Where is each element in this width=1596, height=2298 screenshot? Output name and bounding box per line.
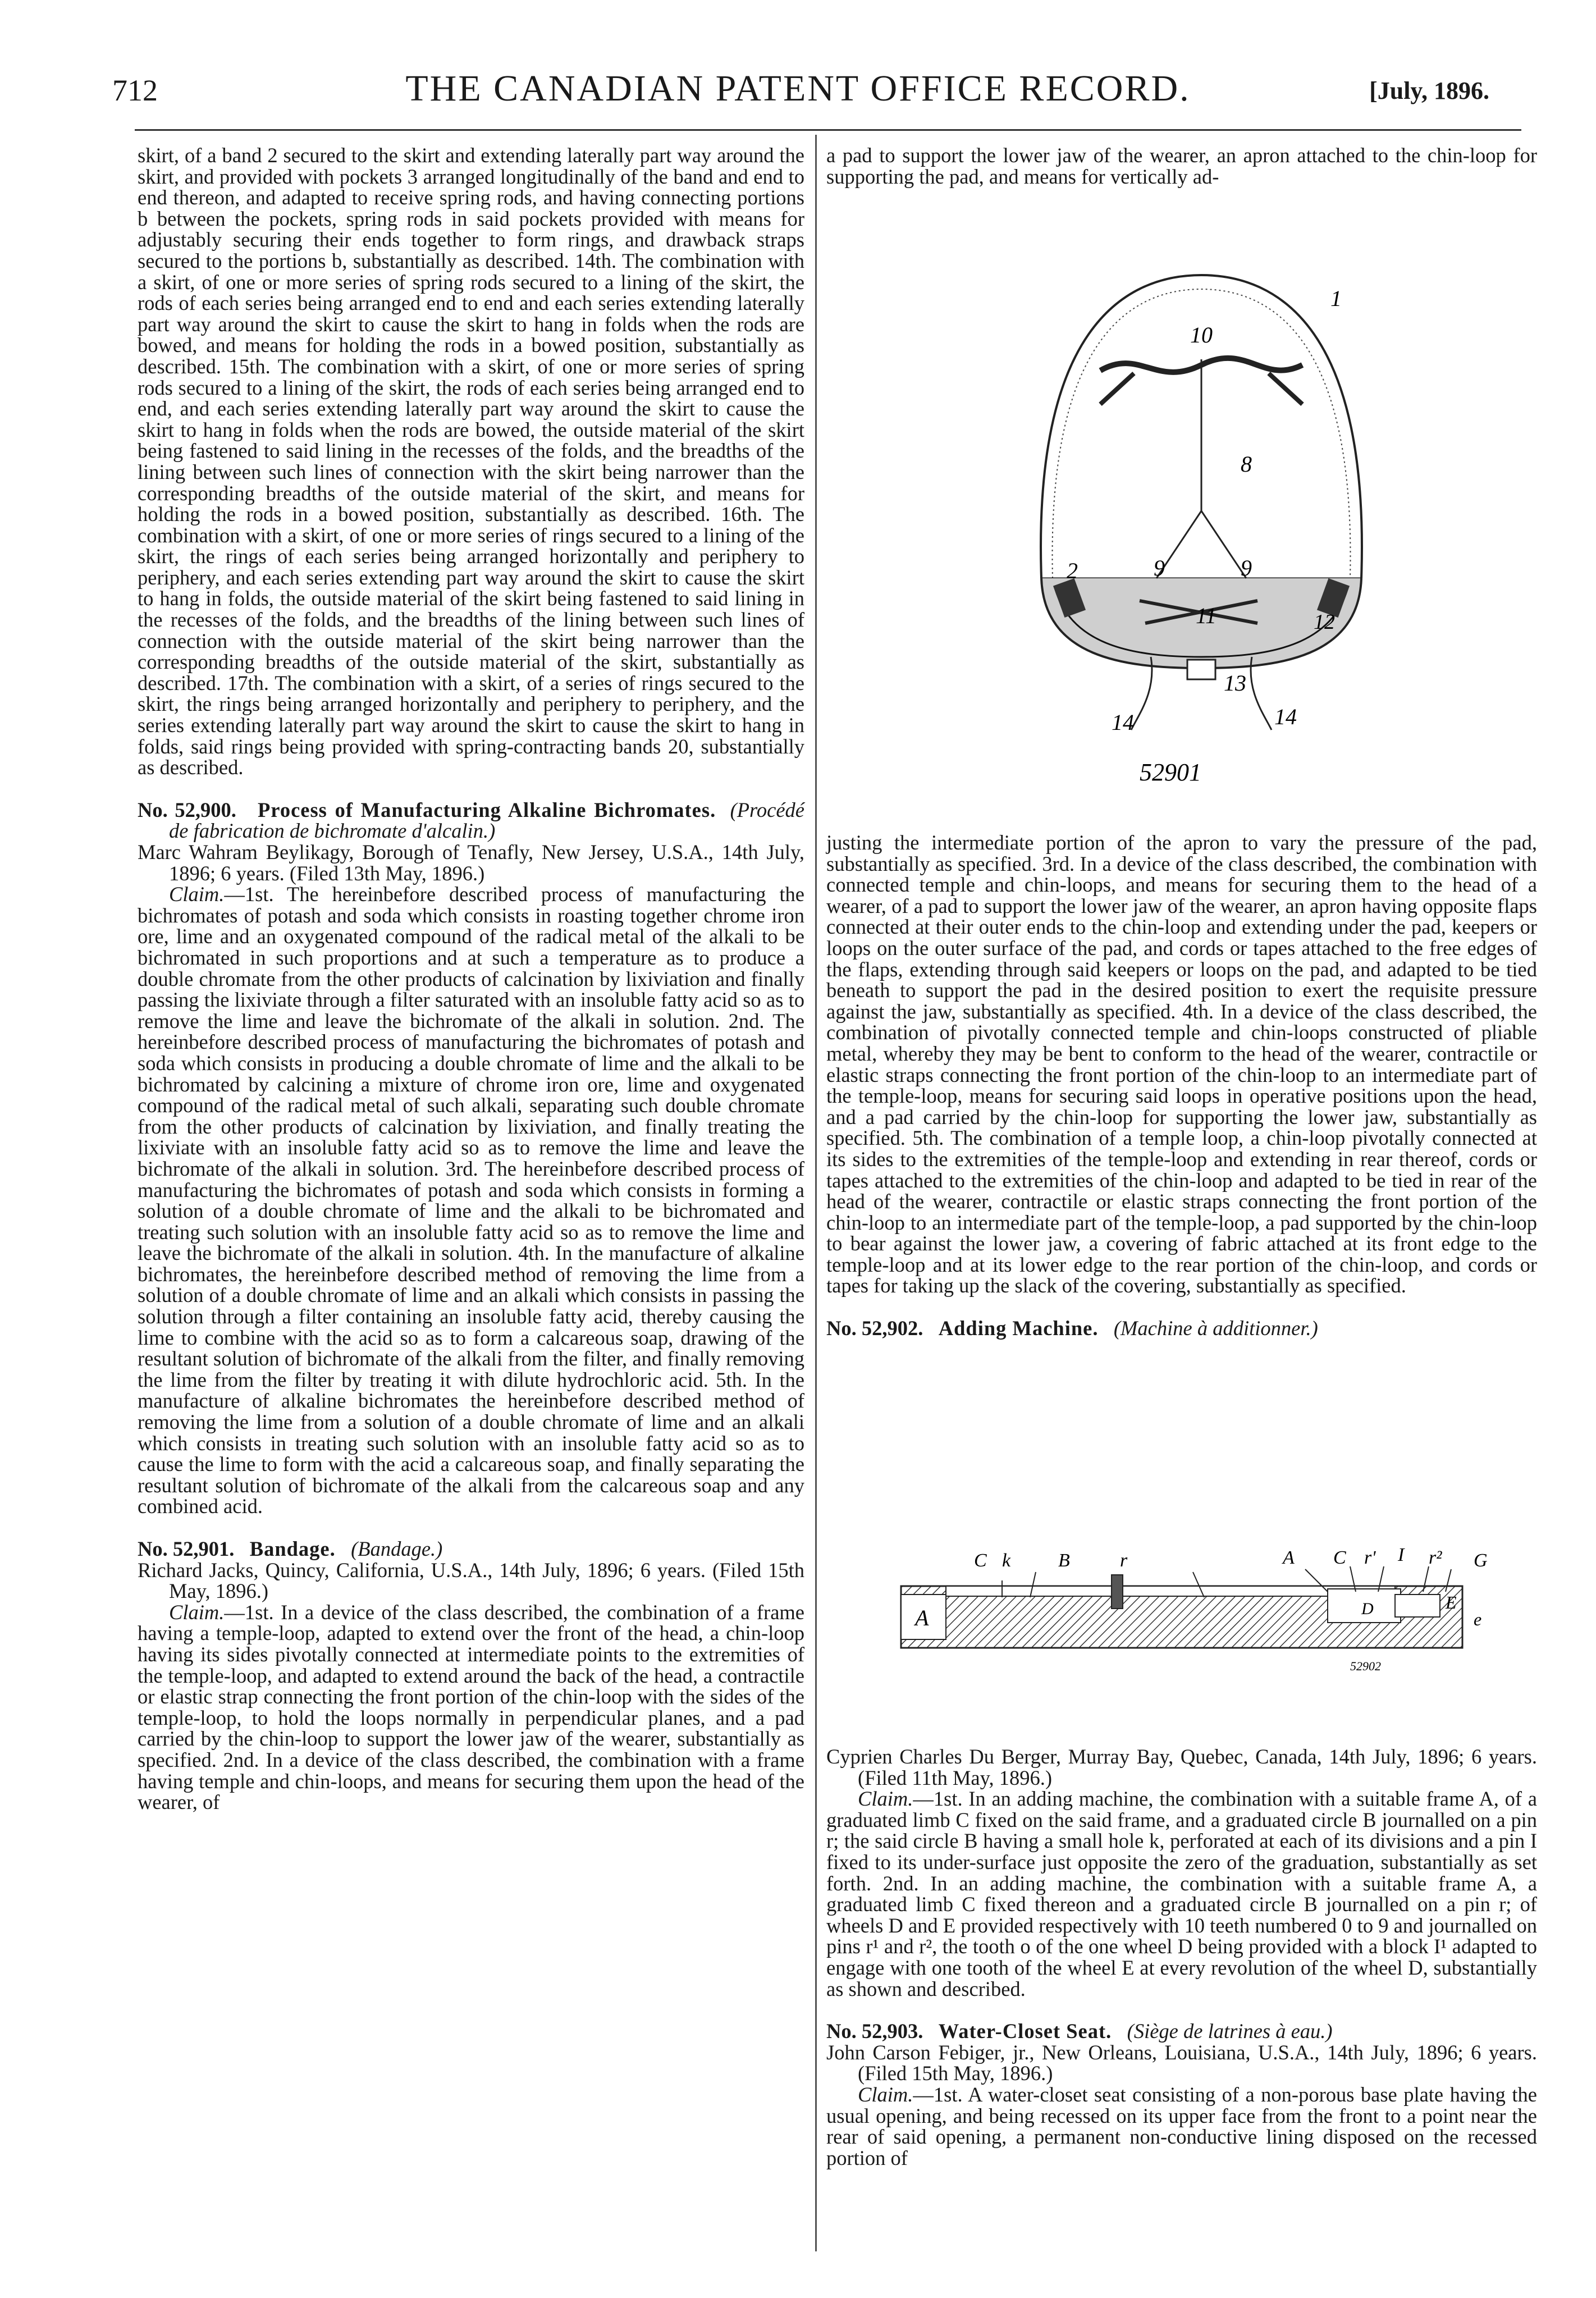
figure-label: r' (1364, 1547, 1376, 1568)
figure-label: 8 (1241, 451, 1252, 477)
figure-caption: 52902 (1350, 1659, 1381, 1673)
patent-inventor: John Carson Febiger, jr., New Orleans, Louisiana, U.S.A., 14th July, 1896; 6 years. (Filed 15th May, 1896.) (826, 2040, 1537, 2085)
patent-inventor: Cyprien Charles Du Berger, Murray Bay, Quebec, Canada, 14th July, 1896; 6 years. (Filed 11th May, 1896.) (826, 1745, 1537, 1789)
figure-label: 14 (1112, 710, 1134, 735)
continued-claims: justing the intermediate portion of the apron to vary the pressure of the pad, substantially as specified. 3rd. In a device of the class described, the combination with connected temple and chin-loops, and means for securing them to the head of a wearer, of a pad to support the lower jaw of the wearer, an apron having opposite flaps connected at their outer ends to the chin-loop and extending under the pad, keepers or loops on the outer surface of the pad, and cords or tapes attached to the free edges of the flaps, extending through said keepers or loops on the pad, and adapted to be tied beneath to support the pad in the desired position to exert the requisite pressure against the jaw, substantially as specified. 4th. In a device of the class described, the combination of pivotally connected temple and chin-loops constructed of pliable metal, whereby they may be bent to conform to the head of the wearer, contractile or elastic straps connecting the front portion of the chin-loop to an intermediate part of the temple-loop, means for securing said loops in operative positions upon the head, and a pad carried by the chin-loop for supporting the lower jaw, substantially as specified. 5th. The combination of a temple loop, a chin-loop pivotally connected at its sides to the extremities of the temple-loop and extending in rear thereof, cords or tapes attached to the extremities of the chin-loop and adapted to be tied in rear of the head of the wearer, contractile or elastic straps connecting the front portion of the chin-loop to an intermediate part of the temple-loop, a pad supported by the chin-loop to bear against the lower jaw, a covering of fabric attached at its front edge to the temple-loop and at its lower edge to the rear portion of the chin-loop, and cords or tapes for taking up the slack of the covering, substantially as specified. (826, 831, 1537, 1298)
issue-date: [July, 1896. (1369, 77, 1489, 104)
figure-label: I (1398, 1545, 1405, 1565)
patent-title: Water-Closet Seat. (938, 2020, 1112, 2043)
continued-claims: skirt, of a band 2 secured to the skirt and extending laterally part way around the skirt, and provided with pockets 3 arranged longitudinally of the band and end to end thereon, and adapted to receive spring rods, and having connecting portions b between the pockets, spring rods in said pockets provided with means for adjustably securing their ends together to form rings, and drawback straps secured to the portions b, substantially as described. 14th. The combination with a skirt, of one or more series of spring rods secured to a lining of the skirt, the rods of each series being arranged end to end and each series extending laterally part way around the skirt to cause the skirt to hang in folds when the rods are bowed, and means for holding the rods in a bowed position, substantially as described. 15th. The combination with a skirt, of one or more series of spring rods secured to a lining of the skirt, the rods of each series being arranged end to end, and each series extending laterally part way around the skirt to cause the skirt to hang in folds when the rods are bowed, the outside material of the skirt being fastened to said lining in the recesses of the folds, and the breadths of the lining between such lines of connection with the skirt being narrower than the corresponding breadths of the outside material of the skirt, and means for holding the rods in a bowed position, substantially as described. 16th. The combination with a skirt, of one or more series of rings secured to a lining of the skirt, the rings of each series being arranged horizontally and periphery to periphery, and each series extending part way around the skirt to cause the skirt to hang in folds, the outside material of the skirt being fastened to said lining in the recesses of the folds, and the breadths of the lining between such lines of connection with the outside material of the skirt being narrower than the corresponding breadths of the outside material of the skirt, substantially as described. 17th. The combination with a skirt, of a series of rings secured to the skirt, the rings being arranged horizontally and periphery to periphery, and the series extending laterally part way around the skirt to cause the skirt to hang in folds, said rings being provided with spring-contracting bands 20, substantially as described. (138, 144, 804, 779)
patent-number: No. 52,900. (138, 798, 236, 821)
patent-heading-52902 (826, 1318, 1537, 1339)
patent-number: No. 52,901. (138, 1537, 235, 1560)
column-divider (815, 135, 817, 2251)
patent-french-title: (Machine à additionner.) (1113, 1317, 1318, 1340)
figure-label: C (974, 1550, 987, 1571)
page-header (0, 67, 1596, 135)
figure-caption: 52901 (1140, 759, 1201, 786)
patent-inventor: Marc Wahram Beylikagy, Borough of Tenafly, New Jersey, U.S.A., 14th July, 1896; 6 years. (Filed 13th May, 1896.) (138, 840, 804, 885)
patent-heading-52900 (138, 799, 804, 842)
figure-label: A (1283, 1547, 1295, 1568)
figure-label: B (1058, 1550, 1070, 1571)
figure-label: G (1474, 1550, 1488, 1571)
left-column (138, 145, 804, 1813)
patent-inventor: Richard Jacks, Quincy, California, U.S.A., 14th July, 1896; 6 years. (Filed 15th May, 1896.) (138, 1558, 804, 1603)
patent-heading-52903 (826, 2021, 1537, 2042)
patent-french-title: (Siège de latrines à eau.) (1127, 2020, 1333, 2043)
figure-label: 9 (1154, 555, 1165, 581)
right-column-middle (826, 832, 1537, 1339)
figure-label: 12 (1314, 610, 1335, 634)
right-column-lower (826, 1746, 1537, 2168)
patent-french-title: (Bandage.) (351, 1537, 443, 1560)
figure-label: e (1474, 1609, 1482, 1629)
figure-label: 14 (1274, 704, 1297, 729)
patent-title: Process of Manufacturing Alkaline Bichromates. (257, 798, 716, 821)
publication-title: THE CANADIAN PATENT OFFICE RECORD. (405, 68, 1191, 109)
figure-label: C (1333, 1547, 1346, 1568)
patent-claims: Claim.—1st. The hereinbefore described process of manufacturing the bichromates of potash and soda which consists in roasting together chrome iron ore, lime and an oxygenated compound of the radical metal of the alkali to be bichromated in such proportions and at such a temperature as to produce a double chromate from the other products of calcination by lixiviation and finally passing the lixiviate through a filter saturated with an insoluble fatty acid so as to remove the lime and leave the bichromate of the alkali in solution. 2nd. The hereinbefore described process of manufacturing the bichromates of potash and soda which consists in producing a double chromate of lime and the alkali to be bichromated by calcining a mixture of chrome iron ore, lime and oxygenated compound of the radical metal of such alkali, separating such double chromate from the other products of calcination by lixiviation, and finally treating the lixiviate with an insoluble fatty acid so as to remove the lime and leave the bichromate of the alkali in solution. 3rd. The hereinbefore described process of manufacturing the bichromates of potash and soda which consists in forming a solution of a double chromate of lime and the alkali to be bichromated and treating such solution with an insoluble fatty acid so as to remove the lime and leave the bichromate of the alkali in solution. 4th. In the manufacture of alkaline bichromates, the hereinbefore described method of removing the lime from a solution of a double chromate of lime and an alkali which consists in passing the solution through a filter containing an insoluble fatty acid, thereby causing the lime to combine with the acid so as to form a calcareous soap, drawing of the resultant solution of bichromate of the alkali from the filter, and finally removing the lime from the filter by treating it with dilute hydrochloric acid. 5th. In the manufacture of alkaline bichromates the hereinbefore described method of removing the lime from a solution of a double chromate of lime and an alkali which consists in treating such solution with an insoluble fatty acid so as to cause the lime to form with the acid a calcareous soap, and finally separating the resultant solution of bichromate of the alkali from the calcareous soap and any combined acid. (138, 883, 804, 1518)
patent-claims: Claim.—1st. In an adding machine, the combination with a suitable frame A, of a graduated limb C fixed on the said frame, and a graduated circle B journalled on a pin r; the said circle B having a small hole k, perforated at each of its divisions and a pin I fixed to its under-surface just opposite the zero of the graduation, substantially as set forth. 2nd. In an adding machine, the combination with a suitable frame A, a graduated limb C fixed thereon and a graduated circle B journalled on a pin r; of wheels D and E provided respectively with 10 teeth numbered 0 to 9 and journalled on pins r¹ and r², the tooth o of the one wheel D being provided with a block I¹ adapted to engage with one tooth of the wheel E at every revolution of the wheel D, substantially as shown and described. (826, 1787, 1538, 2000)
figure-label: 11 (1196, 603, 1217, 628)
patent-number: No. 52,902. (826, 1317, 923, 1340)
bandage-figure (1010, 264, 1392, 797)
patent-french-title: (Procédé de fabrication de bichromate d'alcalin.) (169, 798, 804, 843)
figure-label: 1 (1330, 286, 1342, 311)
patent-title: Adding Machine. (938, 1317, 1099, 1340)
page-number: 712 (112, 74, 158, 107)
figure-label: 13 (1224, 670, 1246, 696)
patent-heading-52901 (138, 1538, 804, 1560)
figure-label: A (915, 1605, 929, 1630)
header-rule (135, 129, 1521, 131)
right-column-top (826, 145, 1537, 187)
continued-claims: a pad to support the lower jaw of the wearer, an apron attached to the chin-loop for supporting the pad, and means for vertically ad- (826, 144, 1537, 188)
figure-label: E (1446, 1592, 1457, 1612)
adding-machine-figure (890, 1541, 1507, 1676)
figure-label: 9 (1241, 555, 1252, 581)
patent-title: Bandage. (249, 1537, 336, 1560)
figure-label: D (1361, 1600, 1374, 1618)
figure-label: 10 (1190, 322, 1213, 348)
figure-label: 2 (1067, 558, 1078, 583)
patent-number: No. 52,903. (826, 2020, 923, 2043)
patent-claims: Claim.—1st. In a device of the class described, the combination of a frame having a temple-loop, adapted to extend over the front of the head, a chin-loop having its sides pivotally connected at intermediate points to the extremities of the temple-loop, and adapted to extend around the back of the head, a contractile or elastic strap connecting the front portion of the chin-loop with the sides of the temple-loop, to hold the loops normally in perpendicular planes, and a pad carried by the chin-loop to support the lower jaw of the wearer, substantially as specified. 2nd. In a device of the class described, the combination with a frame having temple and chin-loops, and means for securing them upon the head of the wearer, of (138, 1600, 804, 1814)
figure-label: r² (1429, 1547, 1442, 1568)
figure-label: k (1002, 1550, 1011, 1571)
patent-claims: Claim.—1st. A water-closet seat consisting of a non-porous base plate having the usual opening, and being recessed on its upper face from the front to a point near the rear of said opening, a permanent non-conductive lining disposed on the recessed portion of (826, 2082, 1537, 2169)
figure-label: r (1120, 1550, 1128, 1571)
